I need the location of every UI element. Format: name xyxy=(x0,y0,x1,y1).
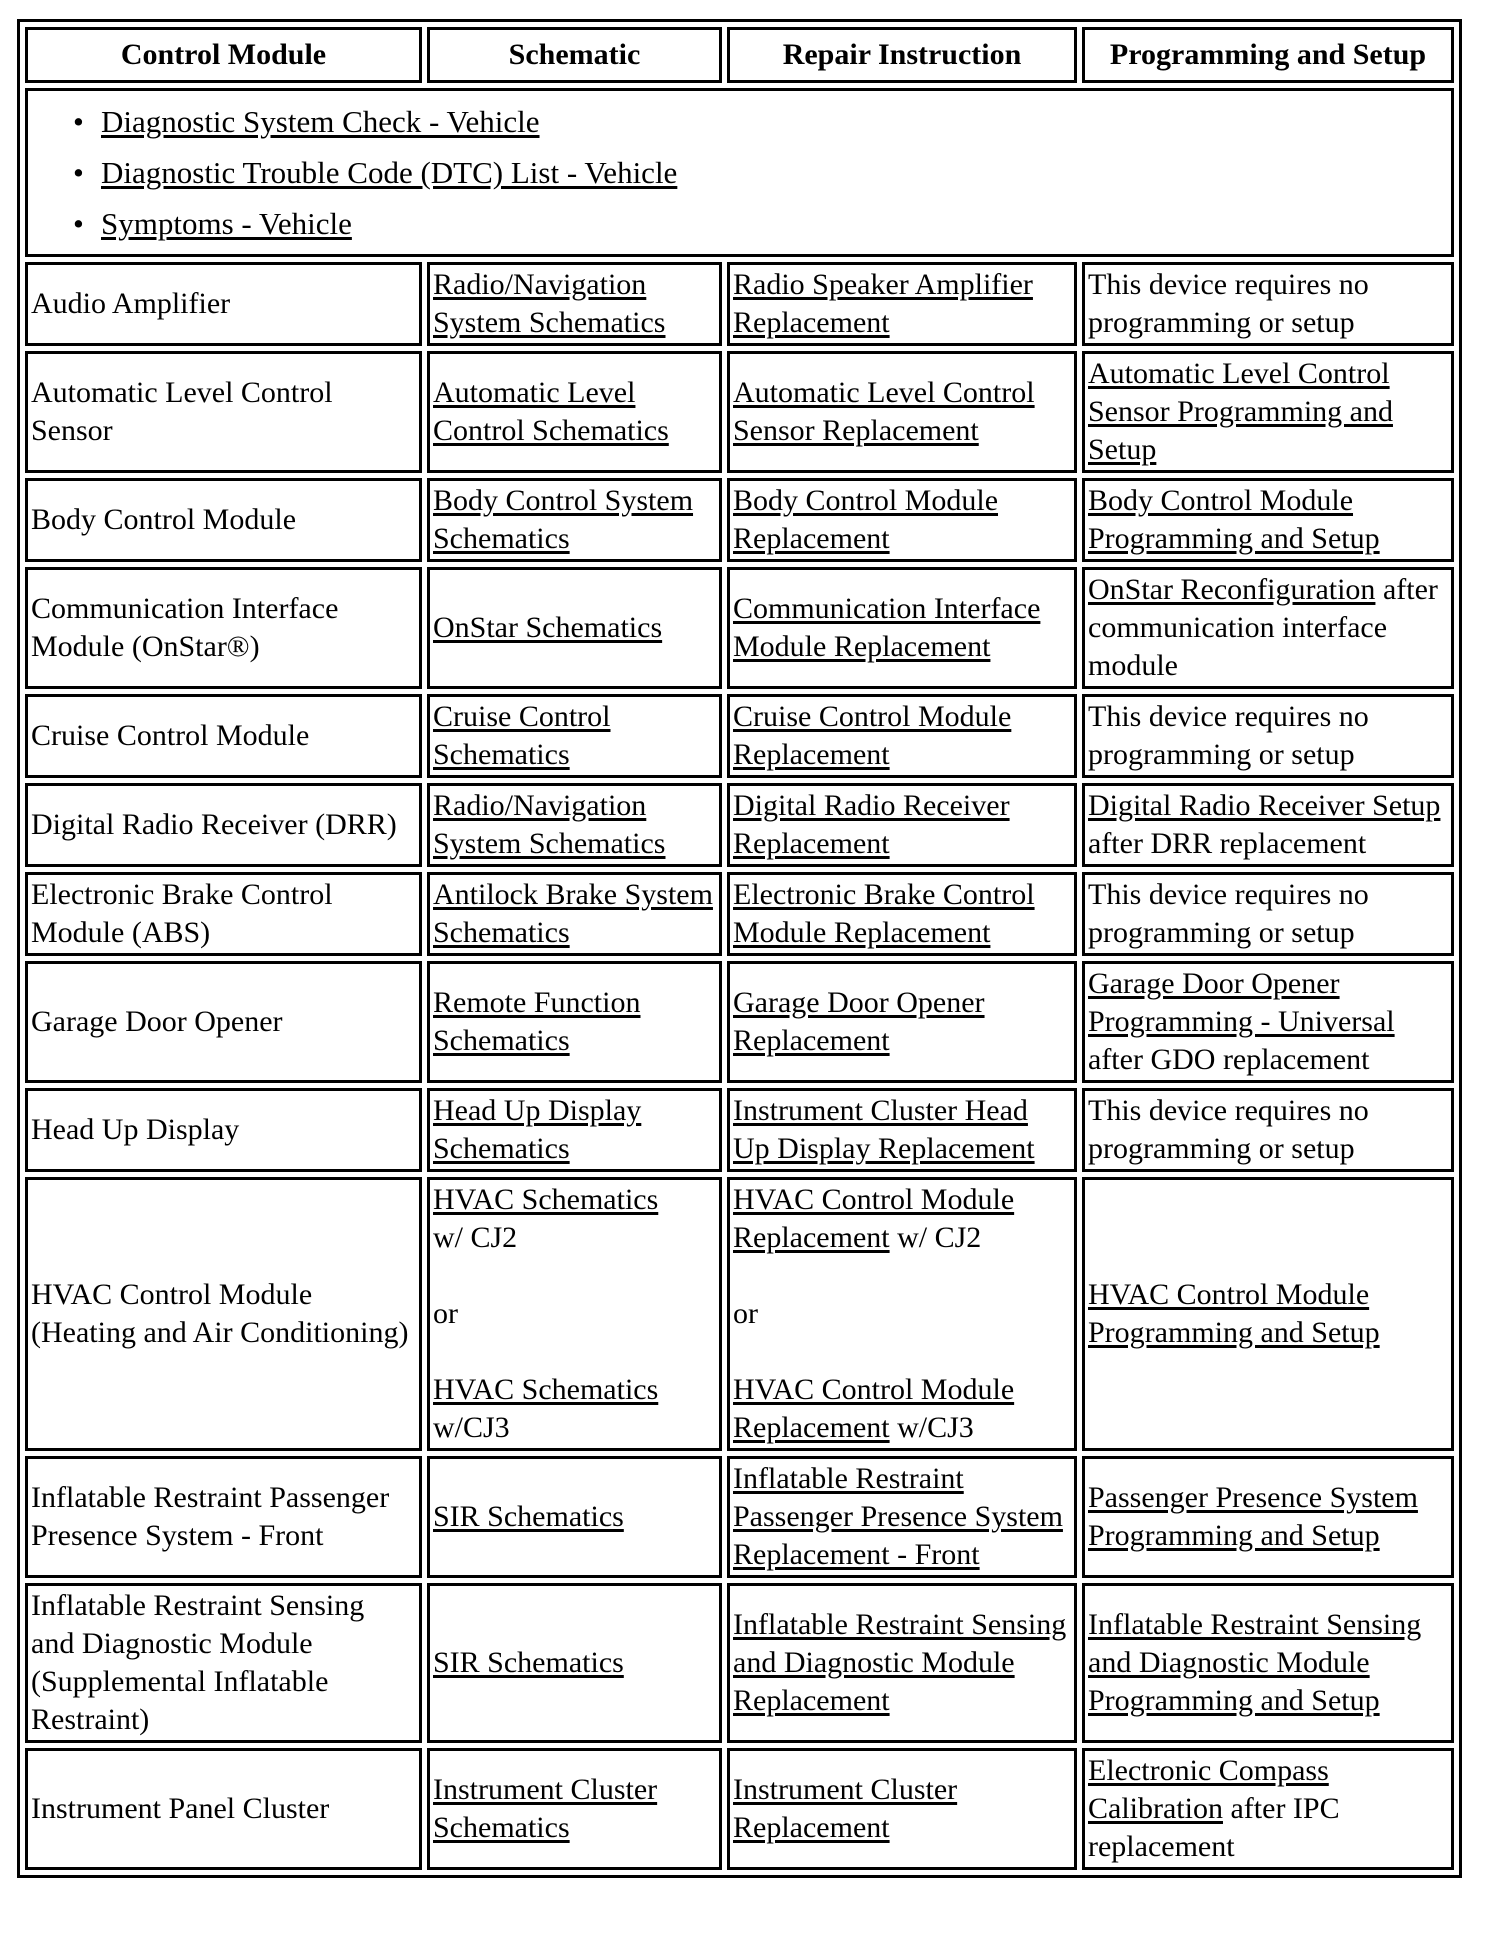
programming-link[interactable]: Automatic Level Control Sensor Programming and Setup xyxy=(1088,357,1393,466)
programming-suffix: after GDO replacement xyxy=(1088,1043,1370,1076)
repair-suffix-cj2: w/ CJ2 xyxy=(897,1221,982,1254)
repair-cell xyxy=(727,1583,1077,1743)
programming-cell xyxy=(1082,1748,1454,1870)
dtc-list-link[interactable]: Diagnostic Trouble Code (DTC) List - Vehicle xyxy=(101,155,678,190)
schematic-link[interactable]: Head Up Display Schematics xyxy=(433,1094,642,1165)
table-row xyxy=(25,1177,1454,1451)
schematic-suffix-cj3: w/CJ3 xyxy=(433,1411,510,1444)
programming-link[interactable]: Electronic Compass Calibration xyxy=(1088,1754,1329,1825)
programming-cell: This device requires no programming or setup xyxy=(1082,1088,1454,1172)
programming-cell: This device requires no programming or setup xyxy=(1082,872,1454,956)
repair-link[interactable]: Automatic Level Control Sensor Replacement xyxy=(733,376,1035,447)
programming-link[interactable]: Inflatable Restraint Sensing and Diagnostic Module Programming and Setup xyxy=(1088,1608,1422,1717)
programming-cell xyxy=(1082,961,1454,1083)
list-item xyxy=(73,96,1447,147)
table-row xyxy=(25,961,1454,1083)
programming-link[interactable]: Body Control Module Programming and Setup xyxy=(1088,484,1380,555)
repair-link[interactable]: Body Control Module Replacement xyxy=(733,484,999,555)
table-row xyxy=(25,351,1454,473)
table-row xyxy=(25,1748,1454,1870)
repair-cell xyxy=(727,262,1077,346)
schematic-suffix-cj2: w/ CJ2 xyxy=(433,1221,518,1254)
repair-link[interactable]: Digital Radio Receiver Replacement xyxy=(733,789,1010,860)
programming-link[interactable]: Garage Door Opener Programming - Universal xyxy=(1088,967,1395,1038)
schematic-link[interactable]: SIR Schematics xyxy=(433,1500,624,1533)
repair-link[interactable]: Inflatable Restraint Sensing and Diagnostic Module Replacement xyxy=(733,1608,1067,1717)
schematic-link[interactable]: Body Control System Schematics xyxy=(433,484,694,555)
programming-cell xyxy=(1082,1583,1454,1743)
programming-cell xyxy=(1082,1456,1454,1578)
programming-suffix: after DRR replacement xyxy=(1088,827,1367,860)
table-row xyxy=(25,783,1454,867)
module-name: HVAC Control Module (Heating and Air Conditioning) xyxy=(25,1177,422,1451)
schematic-link[interactable]: SIR Schematics xyxy=(433,1646,624,1679)
schematic-link[interactable]: OnStar Schematics xyxy=(433,611,663,644)
schematic-link[interactable]: Antilock Brake System Schematics xyxy=(433,878,713,949)
repair-link[interactable]: Communication Interface Module Replacement xyxy=(733,592,1041,663)
repair-cell xyxy=(727,567,1077,689)
list-item xyxy=(73,147,1447,198)
repair-link-cj2[interactable]: HVAC Control Module Replacement xyxy=(733,1183,1015,1254)
schematic-cell xyxy=(427,1088,722,1172)
programming-cell: This device requires no programming or setup xyxy=(1082,694,1454,778)
repair-link[interactable]: Instrument Cluster Replacement xyxy=(733,1773,958,1844)
repair-cell xyxy=(727,1177,1077,1451)
schematic-link[interactable]: Radio/Navigation System Schematics xyxy=(433,268,666,339)
module-name: Inflatable Restraint Passenger Presence System - Front xyxy=(25,1456,422,1578)
repair-suffix-cj3: w/CJ3 xyxy=(897,1411,974,1444)
or-label: or xyxy=(433,1297,458,1330)
module-name: Garage Door Opener xyxy=(25,961,422,1083)
programming-suffix: after communication interface module xyxy=(1088,573,1438,682)
repair-link[interactable]: Instrument Cluster Head Up Display Replacement xyxy=(733,1094,1035,1165)
repair-cell xyxy=(727,783,1077,867)
repair-link[interactable]: Cruise Control Module Replacement xyxy=(733,700,1012,771)
header-control-module: Control Module xyxy=(25,27,422,83)
schematic-cell xyxy=(427,262,722,346)
header-schematic: Schematic xyxy=(427,27,722,83)
module-name: Inflatable Restraint Sensing and Diagnostic Module (Supplemental Inflatable Restraint) xyxy=(25,1583,422,1743)
programming-suffix: after IPC replacement xyxy=(1088,1792,1340,1863)
table-row xyxy=(25,262,1454,346)
schematic-link[interactable]: Automatic Level Control Schematics xyxy=(433,376,669,447)
schematic-cell xyxy=(427,478,722,562)
repair-link[interactable]: Garage Door Opener Replacement xyxy=(733,986,985,1057)
repair-link[interactable]: Electronic Brake Control Module Replacement xyxy=(733,878,1035,949)
header-repair-instruction: Repair Instruction xyxy=(727,27,1077,83)
schematic-cell xyxy=(427,1748,722,1870)
symptoms-link[interactable]: Symptoms - Vehicle xyxy=(101,206,352,241)
schematic-cell xyxy=(427,1456,722,1578)
module-name: Cruise Control Module xyxy=(25,694,422,778)
schematic-link[interactable]: Instrument Cluster Schematics xyxy=(433,1773,658,1844)
schematic-link[interactable]: Radio/Navigation System Schematics xyxy=(433,789,666,860)
programming-link[interactable]: Digital Radio Receiver Setup xyxy=(1088,789,1441,822)
control-module-table xyxy=(17,19,1462,1878)
repair-cell xyxy=(727,1748,1077,1870)
table-row xyxy=(25,1088,1454,1172)
schematic-cell xyxy=(427,783,722,867)
module-name: Digital Radio Receiver (DRR) xyxy=(25,783,422,867)
programming-cell: This device requires no programming or setup xyxy=(1082,262,1454,346)
spacer xyxy=(733,1257,1070,1295)
repair-cell xyxy=(727,961,1077,1083)
bullet-icon: • xyxy=(73,206,84,241)
programming-link[interactable]: HVAC Control Module Programming and Setup xyxy=(1088,1278,1380,1349)
programming-cell xyxy=(1082,478,1454,562)
schematic-cell xyxy=(427,1177,722,1451)
programming-cell xyxy=(1082,1177,1454,1451)
list-item xyxy=(73,198,1447,249)
repair-link[interactable]: Radio Speaker Amplifier Replacement xyxy=(733,268,1033,339)
header-programming-setup: Programming and Setup xyxy=(1082,27,1454,83)
module-name: Instrument Panel Cluster xyxy=(25,1748,422,1870)
schematic-link[interactable]: Remote Function Schematics xyxy=(433,986,641,1057)
spacer xyxy=(733,1333,1070,1371)
programming-link[interactable]: OnStar Reconfiguration xyxy=(1088,573,1376,606)
header-row xyxy=(25,27,1454,83)
spacer xyxy=(433,1257,715,1295)
repair-cell xyxy=(727,1456,1077,1578)
table-row xyxy=(25,872,1454,956)
diagnostic-links-list xyxy=(31,96,1447,249)
diagnostic-links-row xyxy=(25,88,1454,257)
programming-cell xyxy=(1082,351,1454,473)
table-row xyxy=(25,1456,1454,1578)
schematic-cell xyxy=(427,567,722,689)
bullet-icon: • xyxy=(73,155,84,190)
diagnostic-links-cell xyxy=(25,88,1454,257)
table-row xyxy=(25,694,1454,778)
table-row xyxy=(25,1583,1454,1743)
spacer xyxy=(433,1333,715,1371)
schematic-link-cj3[interactable]: HVAC Schematics xyxy=(433,1373,659,1406)
programming-cell xyxy=(1082,567,1454,689)
repair-link[interactable]: Inflatable Restraint Passenger Presence System Replacement - Front xyxy=(733,1462,1063,1571)
repair-cell xyxy=(727,872,1077,956)
schematic-cell xyxy=(427,872,722,956)
repair-cell xyxy=(727,1088,1077,1172)
module-name: Communication Interface Module (OnStar®) xyxy=(25,567,422,689)
schematic-cell xyxy=(427,694,722,778)
repair-cell xyxy=(727,351,1077,473)
module-name: Electronic Brake Control Module (ABS) xyxy=(25,872,422,956)
schematic-link-cj2[interactable]: HVAC Schematics xyxy=(433,1183,659,1216)
repair-cell xyxy=(727,694,1077,778)
module-name: Body Control Module xyxy=(25,478,422,562)
schematic-link[interactable]: Cruise Control Schematics xyxy=(433,700,611,771)
table-row xyxy=(25,567,1454,689)
module-name: Head Up Display xyxy=(25,1088,422,1172)
module-name: Automatic Level Control Sensor xyxy=(25,351,422,473)
schematic-cell xyxy=(427,961,722,1083)
programming-cell xyxy=(1082,783,1454,867)
programming-link[interactable]: Passenger Presence System Programming and Setup xyxy=(1088,1481,1418,1552)
or-label: or xyxy=(733,1297,758,1330)
schematic-cell xyxy=(427,351,722,473)
diagnostic-system-check-link[interactable]: Diagnostic System Check - Vehicle xyxy=(101,104,540,139)
module-name: Audio Amplifier xyxy=(25,262,422,346)
repair-cell xyxy=(727,478,1077,562)
repair-link-cj3[interactable]: HVAC Control Module Replacement xyxy=(733,1373,1015,1444)
table-row xyxy=(25,478,1454,562)
bullet-icon: • xyxy=(73,104,84,139)
schematic-cell xyxy=(427,1583,722,1743)
